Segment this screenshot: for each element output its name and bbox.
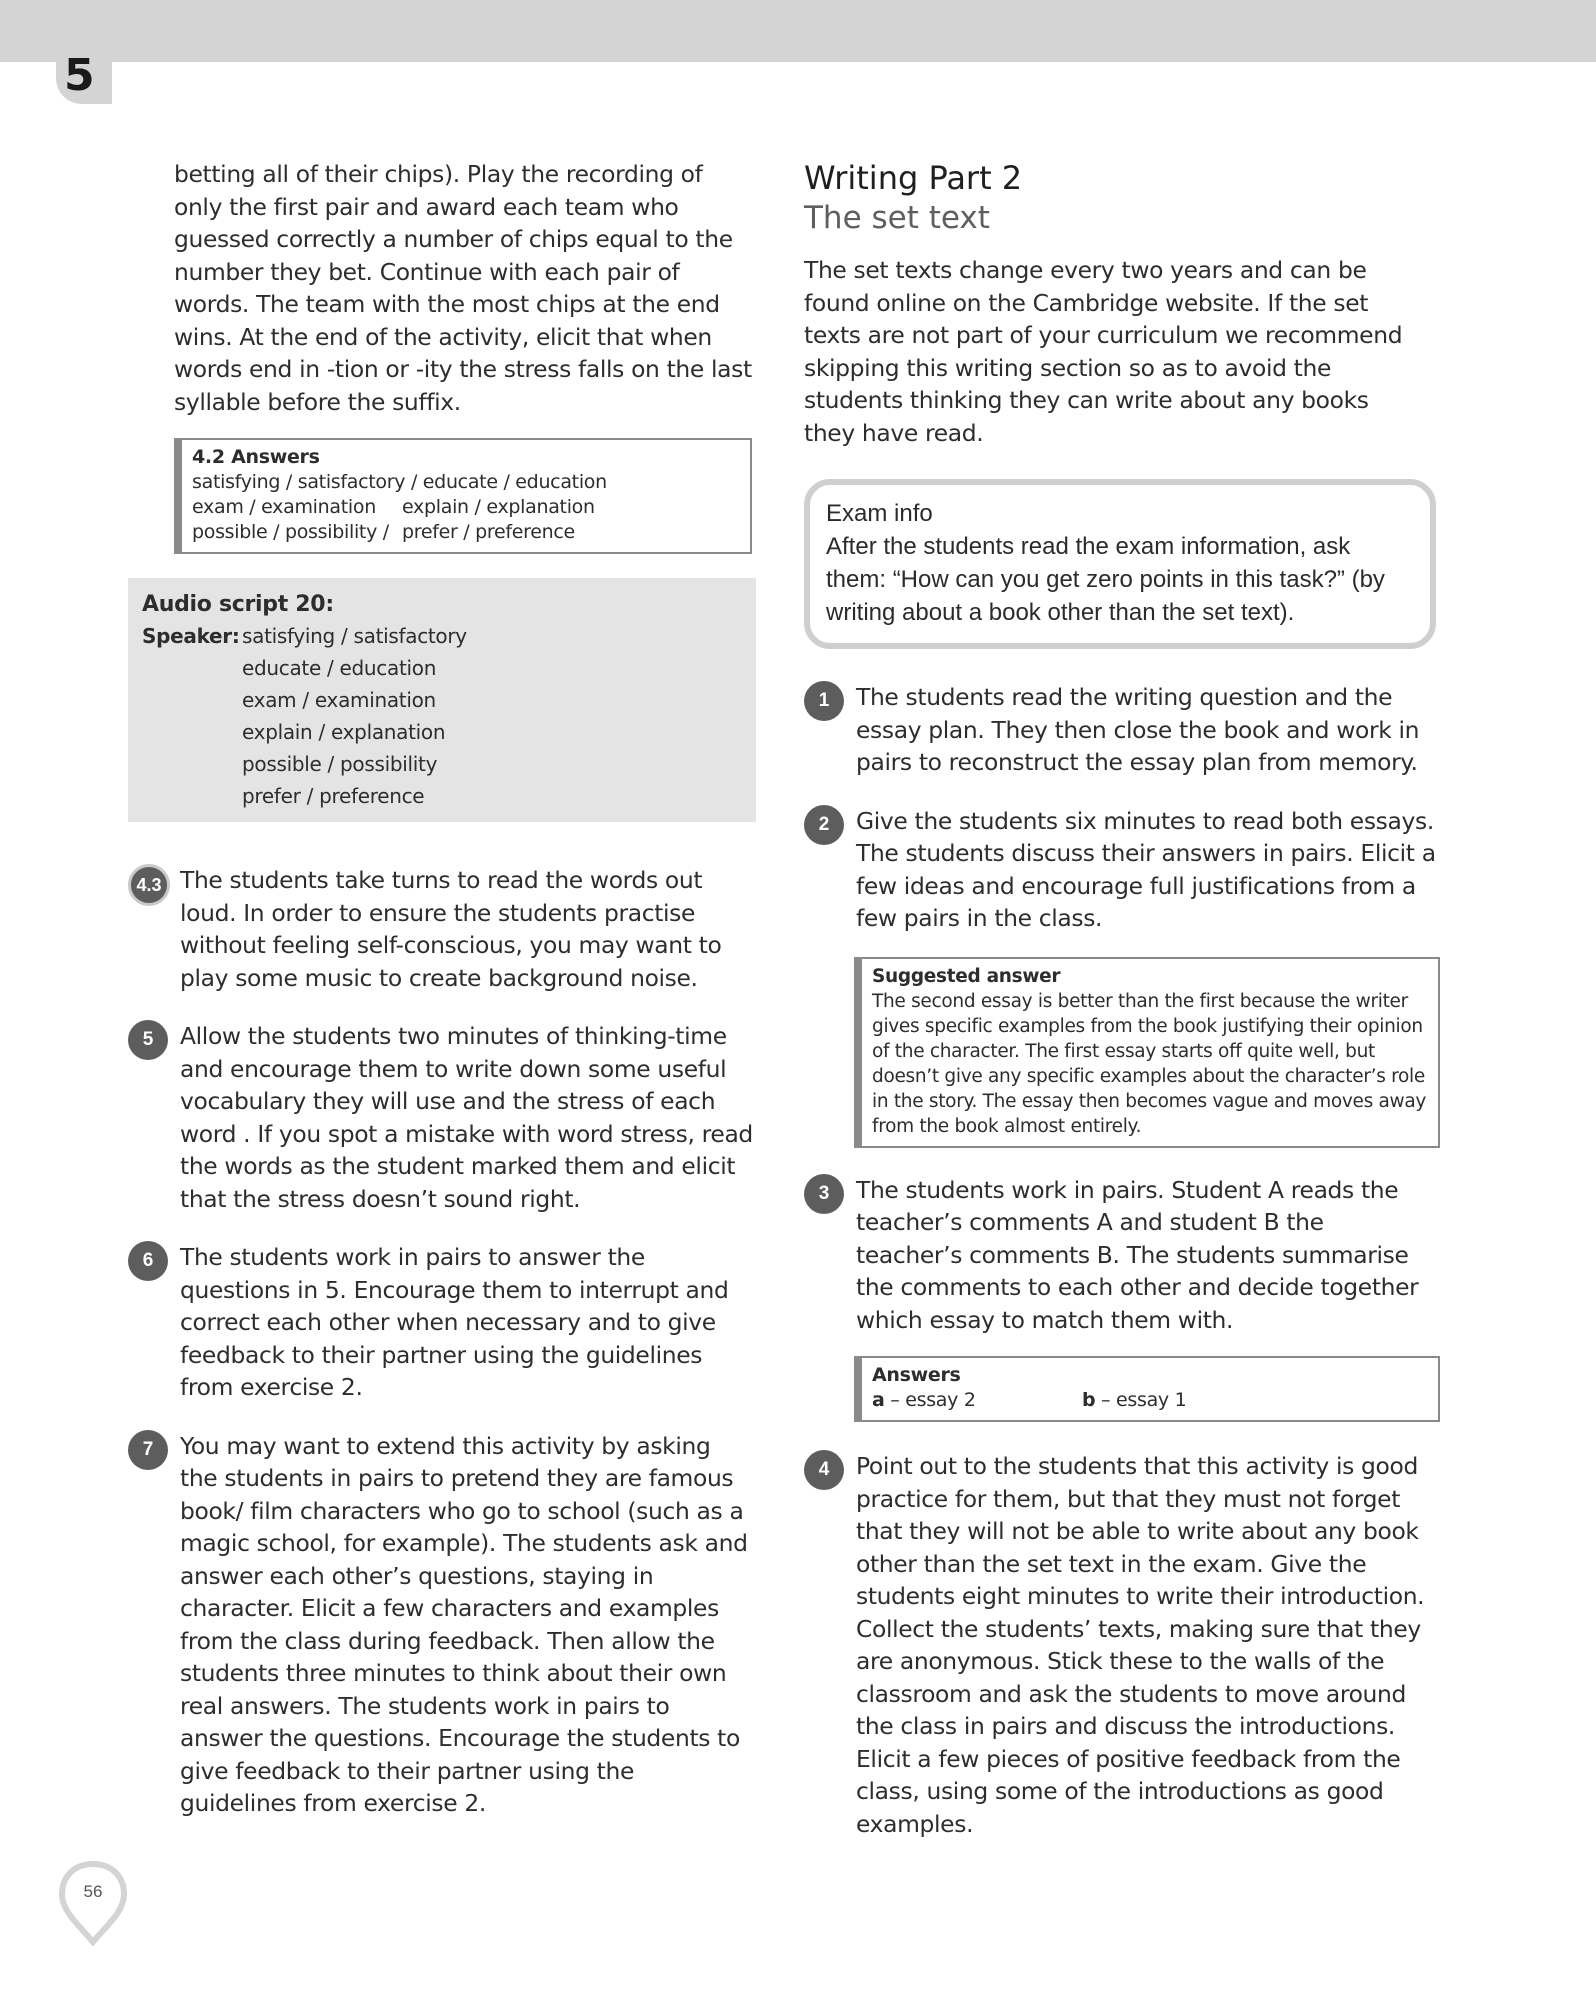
exercise-text: Point out to the students that this activity is good practice for them, but that they must not forget that they will not be able to write about any book other than the set text in the exam. Give the students eight minutes to write their introduction. Collect the students’ texts, making sure that they are anonymous. Stick these to the walls of the classroom and ask the students to move around the class in pairs and discuss the introductions. Elicit a few pieces of positive feedback from the class, using some of the introductions as good examples. (856, 1452, 1425, 1838)
exam-info-text: After the students read the exam information, ask them: “How can you get zero points in this task?” (by writing about a book other than the set text). (826, 533, 1385, 626)
section-subtitle: The set text (804, 200, 990, 236)
right-column (804, 158, 1436, 1840)
answer-b-label: b (1082, 1389, 1096, 1411)
answer-b-text: – essay 1 (1095, 1389, 1187, 1411)
exercise-item-1 (804, 681, 1436, 779)
answer-b (1082, 1388, 1186, 1413)
left-column (128, 158, 754, 1820)
answer-cell: possible / possibility / (192, 521, 389, 543)
right-intro-text: The set texts change every two years and can be found online on the Cambridge website. If the set texts are not part of your curriculum we recommend skipping this writing section so as to avoid the students thinking they can write about any books they have read. (804, 256, 1403, 447)
page-marker-icon (58, 1860, 128, 1946)
exercise-item-4 (804, 1450, 1436, 1840)
exercise-item-4-3 (128, 864, 754, 994)
answers-row: satisfying / satisfactory / educate / education (192, 471, 607, 493)
exercise-text: Give the students six minutes to read both essays. The students discuss their answers in pairs. Elicit a few ideas and encourage full justifications from a few pairs in the class. (856, 806, 1436, 932)
audio-script-title: Audio script 20: (142, 592, 334, 617)
exercise-number-badge: 4 (804, 1450, 844, 1490)
answer-a (872, 1388, 1082, 1413)
exercise-text: You may want to extend this activity by asking the students in pairs to pretend they are famous book/ film characters who go to school (such as a magic school, for example). The students ask and answer each other’s questions, staying in character. Elicit a few characters and examples from the class during feedback. Then allow the students three minutes to think about their own real answers. The students work in pairs to answer the questions. Encourage the students to give feedback to their partner using the guidelines from exercise 2. (180, 1431, 748, 1817)
exercise-text: The students work in pairs to answer the questions in 5. Encourage them to interrupt and correct each other when necessary and to give feedback to their partner using the guidelines from exercise 2. (180, 1243, 729, 1401)
answers-row (872, 1388, 1428, 1413)
audio-script-box (128, 578, 756, 822)
answer-cell: prefer / preference (402, 521, 575, 543)
answer-a-label: a (872, 1389, 885, 1411)
exercise-number-badge: 6 (128, 1241, 168, 1281)
exercise-number-badge: 7 (128, 1430, 168, 1470)
exercise-number-badge: 3 (804, 1174, 844, 1214)
exercise-number-badge: 1 (804, 681, 844, 721)
answer-cell: explain / explanation (402, 496, 595, 518)
top-banner (0, 0, 1596, 62)
audio-line: possible / possibility (242, 752, 438, 776)
exercise-number-badge: 4.3 (128, 864, 170, 906)
audio-line: exam / examination (242, 688, 436, 712)
section-title: Writing Part 2 (804, 159, 1023, 197)
left-intro-text: betting all of their chips). Play the recording of only the first pair and award each team who guessed correctly a number of chips equal to the number they bet. Continue with each pair of words. The team with the most chips at the end wins. At the end of the activity, elicit that when words end in -tion or -ity the stress falls on the last syllable before the suffix. (174, 160, 752, 416)
answer-cell: exam / examination (192, 496, 376, 518)
audio-line: satisfying / satisfactory (242, 624, 467, 648)
suggested-answer-text: The second essay is better than the first because the writer gives specific examples from the book justifying their opinion of the character. The first essay starts off quite well, but doesn’t give any specific examples about the character’s role in the story. The essay then becomes vague and moves away from the book almost entirely. (872, 990, 1427, 1137)
page-number: 56 (83, 1882, 103, 1901)
answers-row (192, 520, 740, 545)
audio-line: explain / explanation (242, 720, 446, 744)
exercise-number-badge: 5 (128, 1020, 168, 1060)
suggested-answer-box (854, 957, 1440, 1148)
answers-box-4-2 (174, 438, 752, 554)
exercise-item-5 (128, 1020, 754, 1215)
exercise-text: The students work in pairs. Student A reads the teacher’s comments A and student B the teacher’s comments B. The students summarise the comments to each other and decide together which essay to match them with. (856, 1175, 1419, 1334)
answers-box-title: 4.2 Answers (192, 446, 320, 468)
exam-info-box (804, 479, 1436, 649)
suggested-answer-title: Suggested answer (872, 965, 1061, 987)
speaker-label: Speaker: (142, 624, 240, 648)
speaker-row (142, 620, 742, 812)
exercise-number-badge: 2 (804, 805, 844, 845)
audio-line: prefer / preference (242, 784, 425, 808)
exercise-item-3 (804, 1174, 1436, 1337)
exercise-item-2 (804, 805, 1436, 935)
exercise-item-7 (128, 1430, 754, 1820)
answer-a-text: – essay 2 (884, 1389, 976, 1411)
answers-row (192, 495, 740, 520)
audio-lines (242, 620, 467, 812)
audio-line: educate / education (242, 656, 437, 680)
exercise-text: Allow the students two minutes of thinking-time and encourage them to write down some useful vocabulary they will use and the stress of each word . If you spot a mistake with word stress, read the words as the student marked them and elicit that the stress doesn’t sound right. (180, 1022, 753, 1213)
exercise-text: The students read the writing question and the essay plan. They then close the book and work in pairs to reconstruct the essay plan from memory. (856, 683, 1420, 776)
exercise-item-6 (128, 1241, 754, 1404)
answers-title: Answers (872, 1364, 961, 1386)
unit-number: 5 (64, 50, 95, 101)
exam-info-title: Exam info (826, 500, 933, 527)
answers-box (854, 1356, 1440, 1422)
exercise-text: The students take turns to read the words out loud. In order to ensure the students practise without feeling self-conscious, you may want to play some music to create background noise. (180, 866, 722, 992)
